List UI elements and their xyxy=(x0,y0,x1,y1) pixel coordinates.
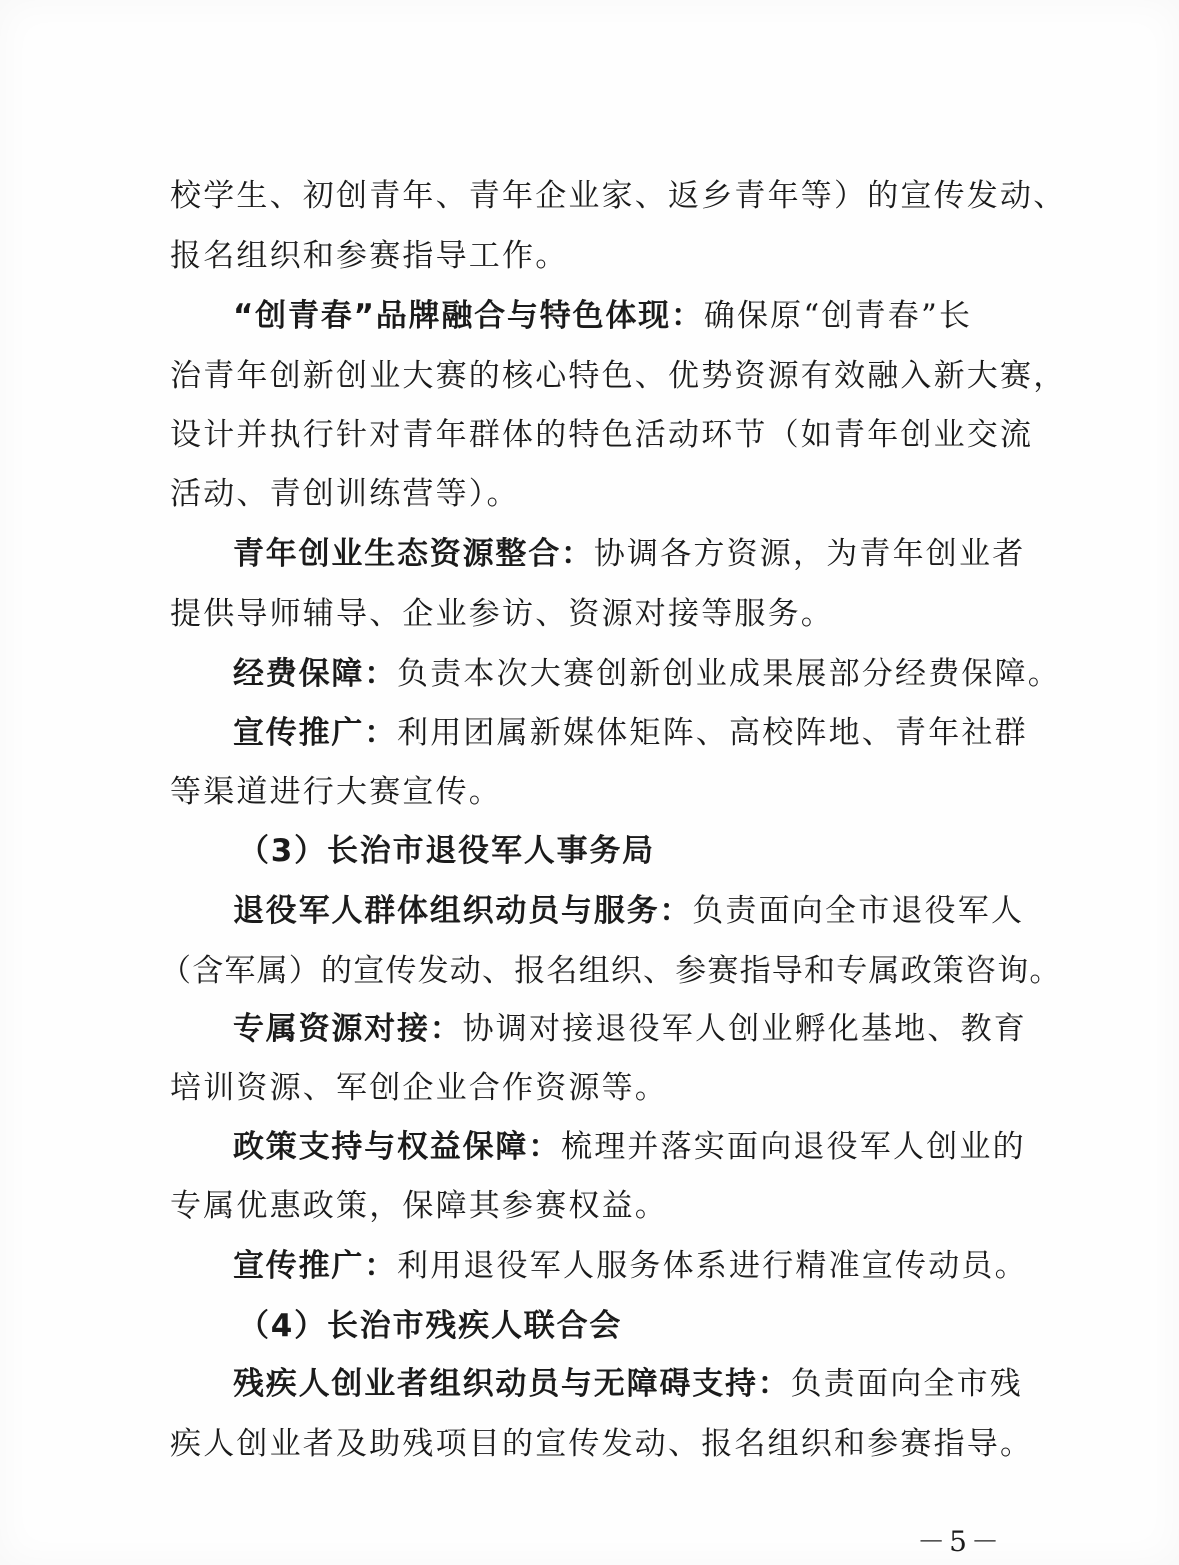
paragraph-heading: 残疾人创业者组织动员与无障碍支持： xyxy=(233,1366,791,1402)
section-title: （3）长治市退役军人事务局 xyxy=(238,833,655,869)
paragraph-line xyxy=(233,291,1013,341)
paragraph-heading: 退役军人群体组织动员与服务： xyxy=(233,893,693,929)
paragraph-text: 负责面向全市退役军人 xyxy=(692,893,1025,929)
paragraph-text: 梳理并落实面向退役军人创业的 xyxy=(561,1129,1026,1165)
text-line: 校学生、初创青年、青年企业家、返乡青年等）的宣传发动、 xyxy=(170,178,1067,214)
text-line: 活动、青创训练营等）。 xyxy=(170,476,520,512)
paragraph-line xyxy=(233,1359,1024,1409)
paragraph-text: 负责面向全市残 xyxy=(790,1366,1024,1402)
text-line: 设计并执行针对青年群体的特色活动环节（如青年创业交流 xyxy=(170,417,1034,453)
paragraph-line xyxy=(233,1004,1028,1054)
paragraph-heading: 政策支持与权益保障： xyxy=(233,1129,561,1165)
text-line: 治青年创新创业大赛的核心特色、优势资源有效融入新大赛， xyxy=(170,358,1067,394)
text-line: 专属优惠政策，保障其参赛权益。 xyxy=(170,1188,668,1224)
paragraph-heading: 宣传推广： xyxy=(233,1248,397,1284)
paragraph-text: 负责本次大赛创新创业成果展部分经费保障。 xyxy=(397,656,1061,692)
paragraph-line xyxy=(233,886,1025,936)
paragraph-heading: 专属资源对接： xyxy=(233,1011,463,1047)
text-line: 提供导师辅导、企业参访、资源对接等服务。 xyxy=(170,596,834,632)
paragraph-heading: 经费保障： xyxy=(233,656,397,692)
paragraph-text: 利用团属新媒体矩阵、高校阵地、青年社群 xyxy=(397,715,1028,751)
section-title: （4）长治市残疾人联合会 xyxy=(238,1308,623,1344)
paragraph-line xyxy=(233,708,1028,758)
paragraph-text: 协调各方资源，为青年创业者 xyxy=(593,536,1026,572)
text-line: 培训资源、军创企业合作资源等。 xyxy=(170,1070,668,1106)
text-line: 疾人创业者及助残项目的宣传发动、报名组织和参赛指导。 xyxy=(170,1426,1034,1462)
paragraph-heading: 青年创业生态资源整合： xyxy=(233,536,594,572)
paragraph-text: 确保原“创青春”长 xyxy=(703,298,973,334)
paragraph-line xyxy=(233,1241,1028,1291)
text-line: 等渠道进行大赛宣传。 xyxy=(170,774,502,810)
paragraph-line xyxy=(233,1122,1026,1172)
paragraph-line xyxy=(233,529,1026,579)
paragraph-heading: “创青春”品牌融合与特色体现： xyxy=(233,298,704,334)
paragraph-text: 协调对接退役军人创业孵化基地、教育 xyxy=(462,1011,1028,1047)
text-line: （含军属）的宣传发动、报名组织、参赛指导和专属政策咨询。 xyxy=(160,953,1062,989)
paragraph-text: 利用退役军人服务体系进行精准宣传动员。 xyxy=(397,1248,1028,1284)
page-number: －5－ xyxy=(917,1525,1003,1558)
text-line: 报名组织和参赛指导工作。 xyxy=(170,238,569,274)
paragraph-line xyxy=(233,649,1061,699)
paragraph-heading: 宣传推广： xyxy=(233,715,397,751)
